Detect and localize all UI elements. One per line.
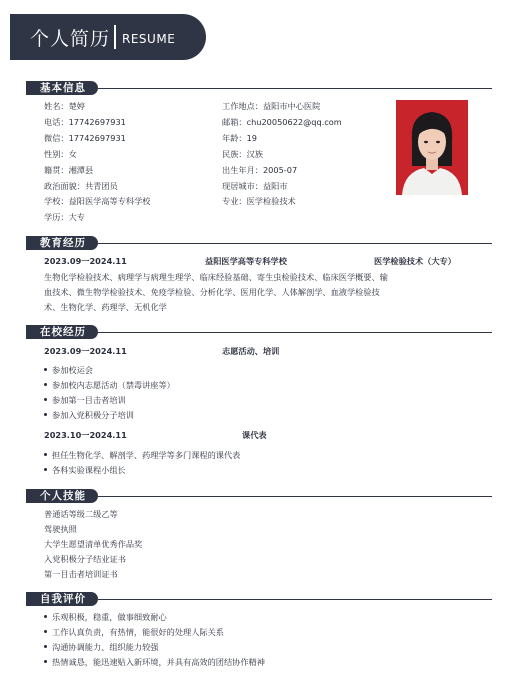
education-courses-line: 术、生物化学、药理学、无机化学	[44, 302, 167, 312]
campus-date: 2023.09一2024.11	[44, 346, 127, 356]
campus-title: 课代表	[242, 430, 267, 440]
section-title-education: 教育经历	[26, 236, 98, 250]
education-courses-line: 生物化学检验技术、病理学与病理生理学、临床经验基础、寄生虫检验技术、临床医学概要、输	[44, 272, 388, 282]
title-divider	[114, 25, 116, 49]
info-school: 学校：益阳医学高等专科学校	[44, 196, 151, 206]
resume-header	[10, 14, 206, 60]
info-ethnicity: 民族：汉族	[222, 149, 263, 159]
info-degree: 学历：大专	[44, 212, 85, 222]
info-email: 邮箱：chu20050622@qq.com	[222, 117, 342, 127]
section-rule	[98, 496, 492, 497]
info-work-location: 工作地点：益阳市中心医院	[222, 101, 321, 111]
list-item: 各科实验课程小组长	[44, 465, 126, 476]
list-item: 参加校运会	[44, 365, 93, 376]
section-title-campus: 在校经历	[26, 325, 98, 339]
info-city: 现居城市：益阳市	[222, 181, 288, 191]
info-hometown: 籍贯：湘潭县	[44, 165, 94, 175]
campus-date: 2023.10一2024.11	[44, 430, 127, 440]
info-phone: 电话：17742697931	[44, 117, 126, 127]
skill-item: 第一目击者培训证书	[44, 569, 118, 579]
list-item: 乐观积极，稳重，做事细致耐心	[44, 612, 167, 623]
info-major: 专业：医学检验技术	[222, 196, 296, 206]
section-rule	[98, 599, 492, 600]
skill-item: 驾驶执照	[44, 524, 77, 534]
portrait-illustration	[396, 100, 468, 195]
section-self-evaluation	[26, 592, 492, 606]
section-campus	[26, 325, 492, 339]
info-political-status: 政治面貌：共青团员	[44, 181, 118, 191]
section-title-skills: 个人技能	[26, 489, 98, 503]
campus-title: 志愿活动、培训	[222, 346, 280, 356]
info-name: 姓名：楚婷	[44, 101, 85, 111]
skill-item: 大学生愿望清单优秀作品奖	[44, 539, 143, 549]
list-item: 参加校内志愿活动（禁毒讲座等）	[44, 380, 175, 391]
education-date: 2023.09一2024.11	[44, 256, 127, 266]
section-title-basic-info: 基本信息	[26, 81, 98, 95]
section-basic-info	[26, 81, 492, 95]
resume-subtitle: RESUME	[122, 32, 176, 46]
section-title-self-evaluation: 自我评价	[26, 592, 98, 606]
profile-photo	[396, 100, 468, 195]
info-age: 年龄：19	[222, 133, 257, 143]
education-major: 医学检验技术（大专）	[374, 256, 456, 266]
info-gender: 性别：女	[44, 149, 77, 159]
list-item: 沟通协调能力、组织能力较强	[44, 642, 158, 653]
education-courses-line: 血技术、微生物学检验技术、免疫学检验、分析化学、医用化学、人体解剖学、血液学检验技	[44, 287, 380, 297]
list-item: 参加入党积极分子培训	[44, 410, 134, 421]
list-item: 工作认真负责，有热情，能很好的处理人际关系	[44, 627, 224, 638]
list-item: 担任生物化学、解剖学、药理学等多门课程的课代表	[44, 450, 240, 461]
section-education	[26, 236, 492, 250]
skill-item: 入党积极分子结业证书	[44, 554, 126, 564]
resume-title: 个人简历	[30, 27, 111, 50]
section-rule	[98, 243, 492, 244]
section-rule	[98, 88, 492, 89]
list-item: 参加第一目击者培训	[44, 395, 126, 406]
info-birth: 出生年月：2005-07	[222, 165, 298, 175]
section-skills	[26, 489, 492, 503]
list-item: 热情诚恳，能迅速贴入新环境，并具有高效的团结协作精神	[44, 657, 265, 668]
section-rule	[98, 332, 492, 333]
education-school: 益阳医学高等专科学校	[205, 256, 287, 266]
skill-item: 普通话等级二级乙等	[44, 509, 118, 519]
info-wechat: 微信：17742697931	[44, 133, 126, 143]
